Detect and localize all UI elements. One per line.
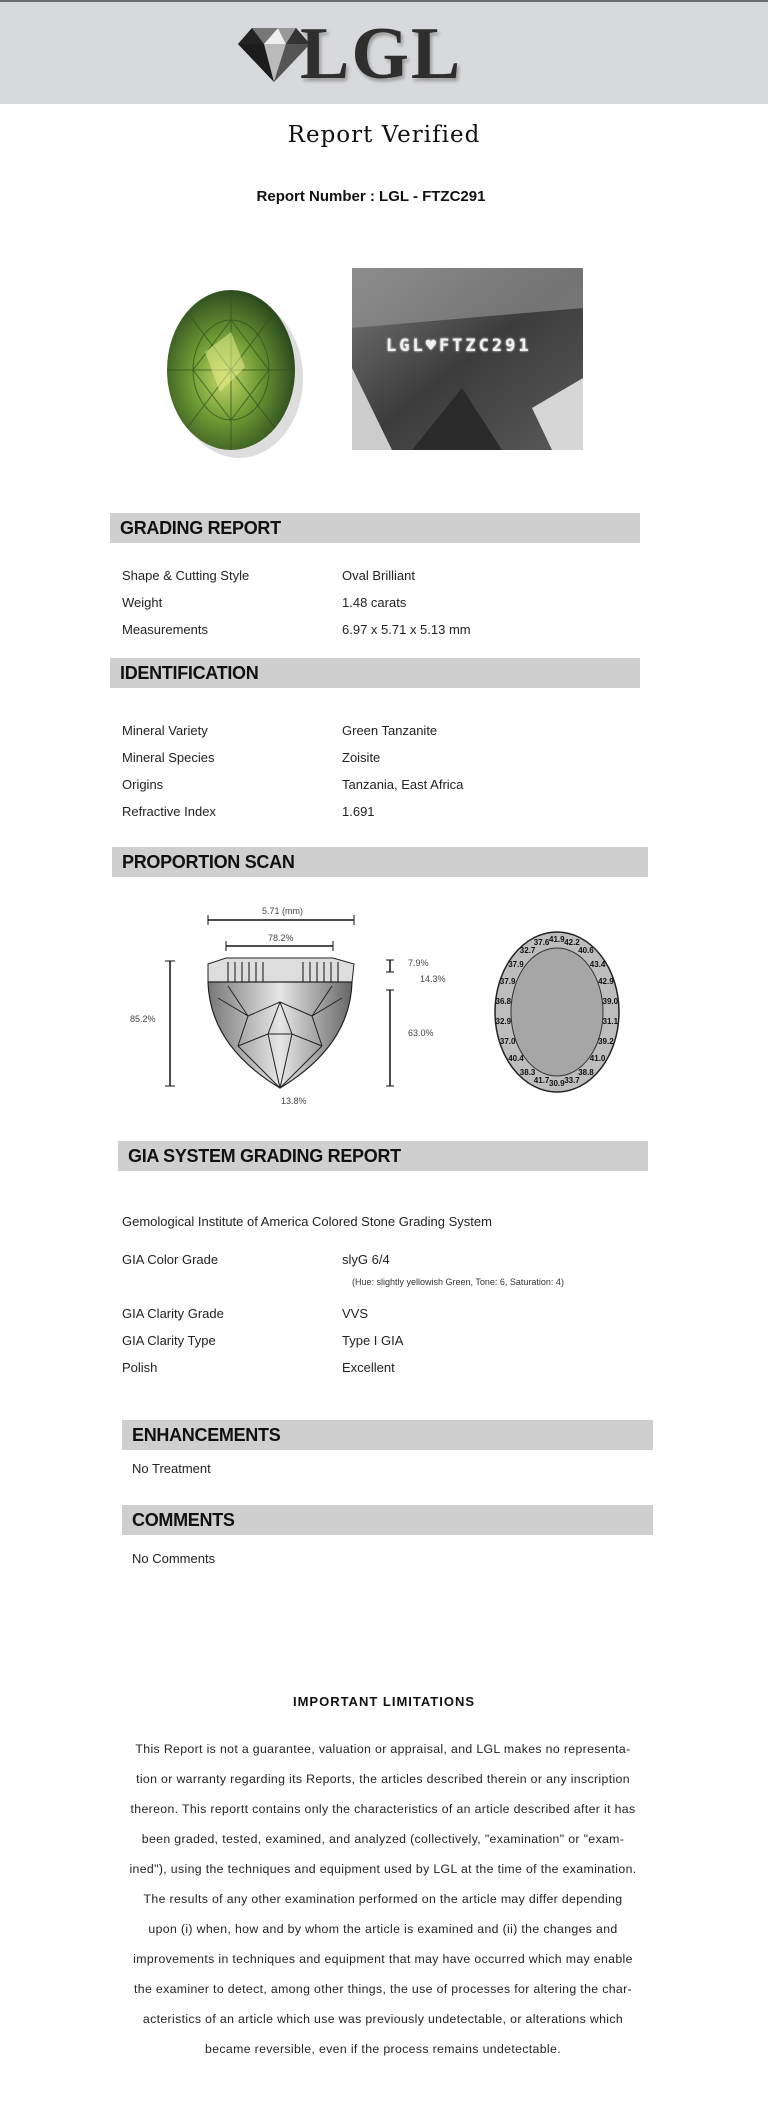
girdle-value: 40.4 — [508, 1054, 524, 1064]
enhancements-heading: ENHANCEMENTS — [122, 1420, 653, 1450]
variety-value: Green Tanzanite — [342, 723, 438, 738]
girdle-value: 36.8 — [495, 996, 512, 1006]
polish-value: Excellent — [342, 1360, 395, 1375]
girdle-value: 37.6 — [533, 937, 550, 947]
girdle-value: 38.3 — [519, 1067, 536, 1077]
girdle-value: 32.9 — [495, 1017, 512, 1027]
girdle-value: 32.7 — [519, 946, 536, 956]
gem-photo — [135, 272, 325, 460]
color-grade-value: slyG 6/4 — [342, 1252, 390, 1267]
limitations-line: the examiner to detect, among other things, the use of processes for altering the char- — [134, 1982, 632, 1996]
limitations-heading: IMPORTANT LIMITATIONS — [292, 1694, 476, 1709]
girdle-value: 42.2 — [564, 937, 580, 947]
clarity-grade-value: VVS — [342, 1306, 369, 1321]
limitations-line: been graded, tested, examined, and analyzed (collectively, "examination" or "exam- — [141, 1832, 625, 1846]
weight-label: Weight — [122, 595, 163, 610]
limitations-line: ined"), using the techniques and equipment used by LGL at the time of the examination. — [129, 1862, 637, 1876]
girdle-value: 41.9 — [549, 935, 565, 944]
limitations-line: became reversible, even if the process remains undetectable. — [205, 2042, 561, 2056]
limitations-line: acteristics of an article which use was previously undetectable, or alterations which — [142, 2012, 624, 2026]
table-label: 78.2% — [268, 933, 294, 943]
limitations-line: This Report is not a guarantee, valuation or appraisal, and LGL makes no representa- — [135, 1742, 631, 1756]
width-label: 5.71 (mm) — [262, 906, 304, 916]
girdle-value: 41.0 — [589, 1054, 606, 1064]
limitations-line: improvements in techniques and equipment that may have occurred which may enable — [133, 1952, 633, 1966]
enhancements-text: No Treatment — [132, 1461, 211, 1476]
identification-heading: IDENTIFICATION — [110, 658, 640, 688]
lgl-logo[interactable] — [232, 13, 492, 95]
limitations-line: tion or warranty regarding its Reports, the articles described therein or any inscription — [136, 1772, 630, 1786]
girdle-value: 43.4 — [589, 959, 606, 969]
girdle-value: 39.0 — [602, 996, 619, 1006]
profile-diagram — [118, 906, 448, 1120]
page-title: Report Verified — [287, 122, 481, 148]
girdle-value: 39.2 — [598, 1036, 614, 1046]
color-grade-note: (Hue: slightly yellowish Green, Tone: 6, Saturation: 4) — [352, 1277, 564, 1287]
comments-heading: COMMENTS — [122, 1505, 653, 1535]
pavilion-label: 63.0% — [408, 1028, 434, 1038]
girdle-value: 37.0 — [499, 1036, 516, 1046]
limitations-body — [116, 1734, 650, 2064]
girdle-value: 42.9 — [598, 977, 614, 987]
gia-heading: GIA SYSTEM GRADING REPORT — [118, 1141, 648, 1171]
girdle-value: 31.1 — [602, 1017, 619, 1027]
girdle-value: 37.9 — [508, 959, 524, 969]
ri-value: 1.691 — [342, 804, 375, 819]
depth-label: 85.2% — [130, 1014, 156, 1024]
inscription-photo — [352, 268, 583, 450]
weight-value: 1.48 carats — [342, 595, 407, 610]
measurements-value: 6.97 x 5.71 x 5.13 mm — [342, 622, 471, 637]
limitations-line: The results of any other examination performed on the article may differ depending — [143, 1892, 623, 1906]
girdle-value: 30.9 — [549, 1079, 565, 1088]
limitations-line: upon (i) when, how and by whom the article is examined and (ii) the changes and — [148, 1922, 618, 1936]
girdle-value: 33.7 — [564, 1076, 580, 1086]
crown-label: 7.9% — [408, 958, 429, 968]
species-value: Zoisite — [342, 750, 381, 765]
girdle-value: 40.6 — [578, 946, 594, 956]
origins-value: Tanzania, East Africa — [342, 777, 464, 792]
girdle-diagram — [474, 906, 644, 1120]
proportion-scan-heading: PROPORTION SCAN — [112, 847, 648, 877]
clarity-grade-label: GIA Clarity Grade — [122, 1306, 224, 1321]
grading-report-heading: GRADING REPORT — [110, 513, 640, 543]
culet-label: 13.8% — [281, 1096, 307, 1106]
limitations-line: thereon. This reportt contains only the characteristics of an article described after it has — [130, 1802, 636, 1816]
inscription-text: LGL♥FTZC291 — [386, 336, 532, 356]
ri-label: Refractive Index — [122, 804, 216, 819]
girdle-value: 38.8 — [578, 1067, 594, 1077]
shape-label: Shape & Cutting Style — [122, 568, 250, 583]
color-grade-label: GIA Color Grade — [122, 1252, 219, 1267]
clarity-type-label: GIA Clarity Type — [122, 1333, 216, 1348]
girdle-value: 41.7 — [533, 1076, 550, 1086]
measurements-label: Measurements — [122, 622, 208, 637]
comments-text: No Comments — [132, 1551, 216, 1566]
origins-label: Origins — [122, 777, 164, 792]
shape-value: Oval Brilliant — [342, 568, 415, 583]
variety-label: Mineral Variety — [122, 723, 208, 738]
girdle-label: 14.3% — [420, 974, 446, 984]
polish-label: Polish — [122, 1360, 158, 1375]
gia-system-text: Gemological Institute of America Colored Stone Grading System — [122, 1214, 492, 1229]
site-header — [0, 0, 768, 104]
logo-text: LGL — [300, 13, 463, 95]
clarity-type-value: Type I GIA — [342, 1333, 404, 1348]
girdle-value: 37.9 — [499, 977, 516, 987]
species-label: Mineral Species — [122, 750, 215, 765]
report-number: Report Number : LGL - FTZC291 — [256, 188, 486, 205]
